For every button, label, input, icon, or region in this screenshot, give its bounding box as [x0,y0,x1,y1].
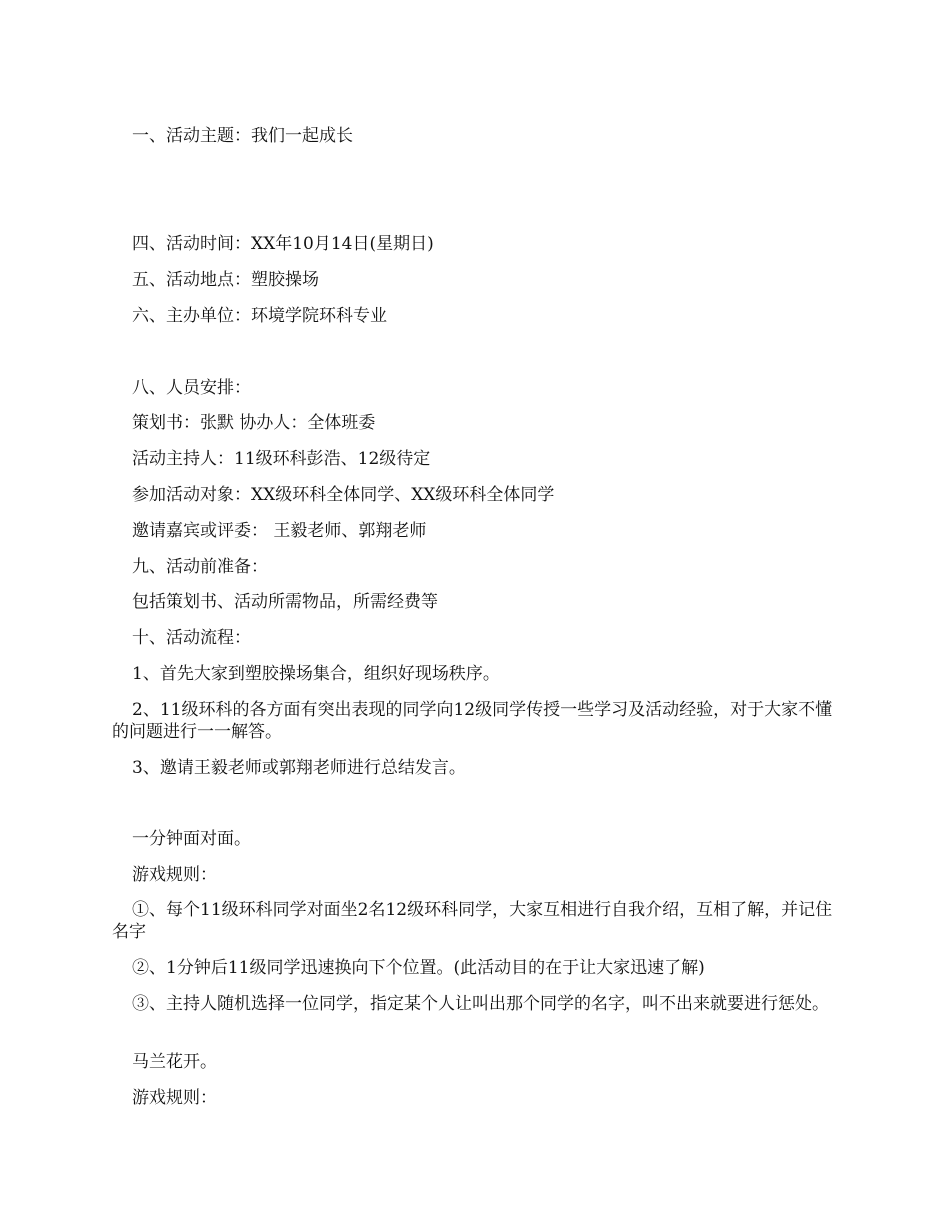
paragraph-step-3: 3、邀请王毅老师或郭翔老师进行总结发言。 [132,758,466,778]
paragraph-host: 活动主持人：11级环科彭浩、12级待定 [132,449,431,469]
paragraph-game-2-rules-heading: 游戏规则： [132,1088,217,1108]
paragraph-rule-3: ③、主持人随机选择一位同学，指定某个人让叫出那个同学的名字，叫不出来就要进行惩处。 [132,994,829,1014]
paragraph-game-1-title: 一分钟面对面。 [132,829,251,849]
paragraph-preparation-heading: 九、活动前准备： [132,557,268,577]
paragraph-organizer: 六、主办单位：环境学院环科专业 [132,306,387,326]
paragraph-rule-2: ②、1分钟后11级同学迅速换向下个位置。(此活动目的在于让大家迅速了解) [132,958,705,978]
paragraph-game-2-title: 马兰花开。 [132,1052,217,1072]
paragraph-location: 五、活动地点：塑胶操场 [132,270,319,290]
paragraph-step-1: 1、首先大家到塑胶操场集合，组织好现场秩序。 [132,664,500,684]
paragraph-planner: 策划书：张默 协办人：全体班委 [132,413,376,433]
paragraph-step-2: 2、11级环科的各方面有突出表现的同学向12级同学传授一些学习及活动经验，对于大家不懂的问题进行一一解答。 [112,700,833,742]
paragraph-rule-1: ①、每个11级环科同学对面坐2名12级环科同学，大家互相进行自我介绍，互相了解，并记住名字 [112,900,833,942]
paragraph-process-heading: 十、活动流程： [132,628,251,648]
paragraph-time: 四、活动时间：XX年10月14日(星期日) [132,234,434,254]
paragraph-staffing-heading: 八、人员安排： [132,378,251,398]
paragraph-theme: 一、活动主题：我们一起成长 [132,126,353,146]
paragraph-game-1-rules-heading: 游戏规则： [132,865,217,885]
paragraph-preparation: 包括策划书、活动所需物品，所需经费等 [132,592,438,612]
paragraph-participants: 参加活动对象：XX级环科全体同学、XX级环科全体同学 [132,485,555,505]
paragraph-guests: 邀请嘉宾或评委： 王毅老师、郭翔老师 [132,521,427,541]
